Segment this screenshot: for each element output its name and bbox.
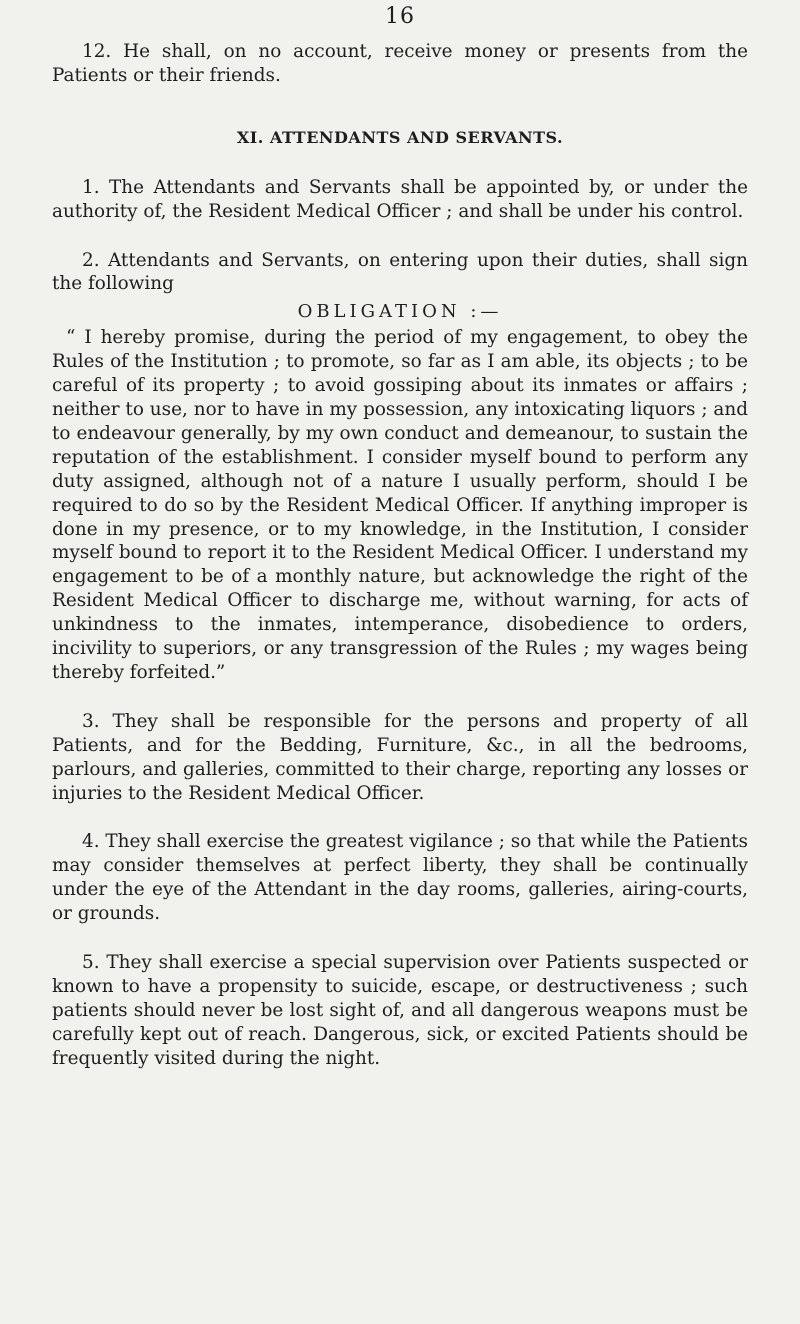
rule-4-paragraph: 4. They shall exercise the greatest vigilance ; so that while the Patients may consider themselves at perfect liberty, they shall be continually under the eye of the Attendant in the day rooms, galleries, airing-courts, or grounds. (52, 831, 748, 925)
rule-2-paragraph: 2. Attendants and Servants, on entering upon their duties, shall sign the following (52, 249, 748, 295)
rule-1-paragraph: 1. The Attendants and Servants shall be appointed by, or under the authority of, the Resident Medical Officer ; and shall be under his control. (52, 176, 748, 222)
rule-3-paragraph: 3. They shall be responsible for the persons and property of all Patients, and for the Bedding, Furniture, &c., in all the bedrooms, parlours, and galleries, committed to their charge, reporting any losses or injuries to the Resident Medical Officer. (52, 710, 748, 804)
page-number: 16 (385, 4, 415, 29)
obligation-text: “ I hereby promise, during the period of my engagement, to obey the Rules of the Institution ; to promote, so far as I am able, its objects ; to be careful of its property ; to avoid gossiping about its inmates or affairs ; neither to use, nor to have in my possession, any intoxicating liquors ; and to endeavour generally, by my own conduct and demeanour, to sustain the reputation of the establishment. I consider myself bound to perform any duty assigned, although not of a nature I usually perform, should I be required to do so by the Resident Medical Officer. If anything improper is done in my presence, or to my knowledge, in the Institution, I consider myself bound to report it to the Resident Medical Officer. I understand my engagement to be of a monthly nature, but acknowledge the right of the Resident Medical Officer to discharge me, without warning, for acts of unkindness to the inmates, intemperance, disobedience to orders, incivility to superiors, or any transgression of the Rules ; my wages being thereby forfeited.” (52, 327, 748, 683)
section-heading: XI. ATTENDANTS AND SERVANTS. (236, 127, 564, 147)
rule-5-paragraph: 5. They shall exercise a special supervision over Patients suspected or known to have a propensity to suicide, escape, or destructiveness ; such patients should never be lost sight of, and all dangerous weapons must be carefully kept out of reach. Dangerous, sick, or excited Patients should be frequently visited during the night. (52, 952, 748, 1069)
page-content (52, 40, 748, 1071)
rule-12-paragraph: 12. He shall, on no account, receive money or presents from the Patients or their friends. (52, 41, 748, 86)
obligation-label: OBLIGATION :— (297, 301, 503, 323)
